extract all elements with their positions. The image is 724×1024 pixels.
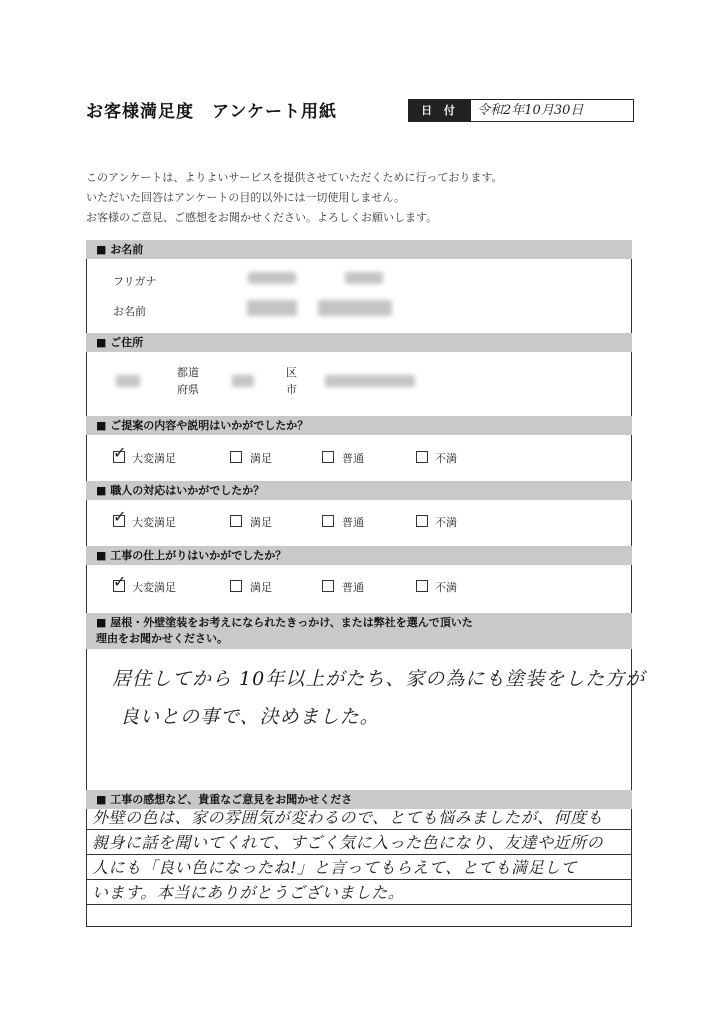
furigana-label: フリガナ <box>113 275 157 288</box>
craftsman-question-header: ■ 職人の対応はいかがでしたか？ <box>86 481 632 500</box>
impression-answer-line-2: 親身に話を聞いてくれて、すごく気に入った色になり、友達や近所の <box>92 833 604 852</box>
q3-option-label: 満足 <box>250 581 272 594</box>
q3-checkbox-normal[interactable] <box>322 580 334 592</box>
impression-section-header: ■ 工事の感想など、貴重なご意見をお聞かせくださ <box>86 790 632 809</box>
reason-header-line-2: 理由をお聞かせください。 <box>96 632 228 645</box>
name-section-header: ■ お名前 <box>86 240 632 259</box>
prefecture-redacted <box>116 375 140 387</box>
date-label: 日 付 <box>409 100 471 121</box>
q1-checkbox-dissatisfied[interactable] <box>416 451 428 463</box>
check-mark-icon: ✓ <box>113 507 127 526</box>
street-redacted <box>325 375 415 387</box>
q3-checkbox-very-satisfied[interactable] <box>113 572 127 592</box>
q1-checkbox-very-satisfied[interactable] <box>113 443 127 463</box>
intro-line-1: このアンケートは、よりよいサービスを提供させていただくために行っております。 <box>86 171 503 184</box>
prefecture-label-2: 府県 <box>177 383 199 396</box>
check-mark-icon: ✓ <box>113 572 127 591</box>
q2-option-label: 満足 <box>250 516 272 529</box>
date-value: 令和2年10月30日 <box>477 103 584 118</box>
name-redacted-2 <box>318 300 392 316</box>
q1-checkbox-normal[interactable] <box>322 451 334 463</box>
impression-answer-line-4: います。本当にありがとうございました。 <box>92 883 405 902</box>
reason-header-line-1: ■ 屋根・外壁塗装をお考えになられたきっかけ、または弊社を選んで頂いた <box>96 616 473 629</box>
q2-option-label: 大変満足 <box>132 516 176 529</box>
impression-answer-line-1: 外壁の色は、家の雰囲気が変わるので、とても悩みましたが、何度も <box>92 808 604 827</box>
finish-question-header: ■ 工事の仕上がりはいかがでしたか？ <box>86 546 632 565</box>
reason-answer-line-2: 良いとの事で、決めました。 <box>120 706 380 728</box>
q2-checkbox-normal[interactable] <box>322 515 334 527</box>
intro-line-2: いただいた回答はアンケートの目的以外には一切使用しません。 <box>86 191 405 204</box>
q2-option-label: 普通 <box>342 516 364 529</box>
furigana-redacted-2 <box>345 272 383 284</box>
intro-line-3: お客様のご意見、ご感想をお聞かせください。よろしくお願いします。 <box>86 211 438 224</box>
q3-option-label: 不満 <box>435 581 457 594</box>
city-redacted <box>232 375 254 387</box>
proposal-question-header: ■ ご提案の内容や説明はいかがでしたか？ <box>86 416 632 435</box>
q1-option-label: 大変満足 <box>132 452 176 465</box>
q1-option-label: 普通 <box>342 452 364 465</box>
address-section-header: ■ ご住所 <box>86 333 632 352</box>
q2-checkbox-satisfied[interactable] <box>230 515 242 527</box>
ward-label: 区 <box>286 366 297 379</box>
page-title: お客様満足度 アンケート用紙 <box>86 102 337 122</box>
q3-option-label: 大変満足 <box>132 581 176 594</box>
q1-option-label: 満足 <box>250 452 272 465</box>
check-mark-icon: ✓ <box>113 443 127 462</box>
impression-answer-line-3: 人にも「良い色になったね!」と言ってもらえて、とても満足して <box>92 858 578 877</box>
ruled-line <box>86 904 632 905</box>
city-label: 市 <box>286 383 297 396</box>
prefecture-label-1: 都道 <box>177 366 199 379</box>
q2-option-label: 不満 <box>435 516 457 529</box>
name-label: お名前 <box>113 305 146 318</box>
reason-answer-line-1: 居住してから 10年以上がたち、家の為にも塗装をした方が <box>112 668 646 690</box>
reason-section-header <box>86 613 632 649</box>
q3-option-label: 普通 <box>342 581 364 594</box>
q2-checkbox-dissatisfied[interactable] <box>416 515 428 527</box>
q2-checkbox-very-satisfied[interactable] <box>113 507 127 527</box>
date-field[interactable] <box>408 99 634 122</box>
q3-checkbox-satisfied[interactable] <box>230 580 242 592</box>
q1-checkbox-satisfied[interactable] <box>230 451 242 463</box>
q1-option-label: 不満 <box>435 452 457 465</box>
furigana-redacted-1 <box>248 272 296 284</box>
name-redacted-1 <box>247 300 297 316</box>
q3-checkbox-dissatisfied[interactable] <box>416 580 428 592</box>
